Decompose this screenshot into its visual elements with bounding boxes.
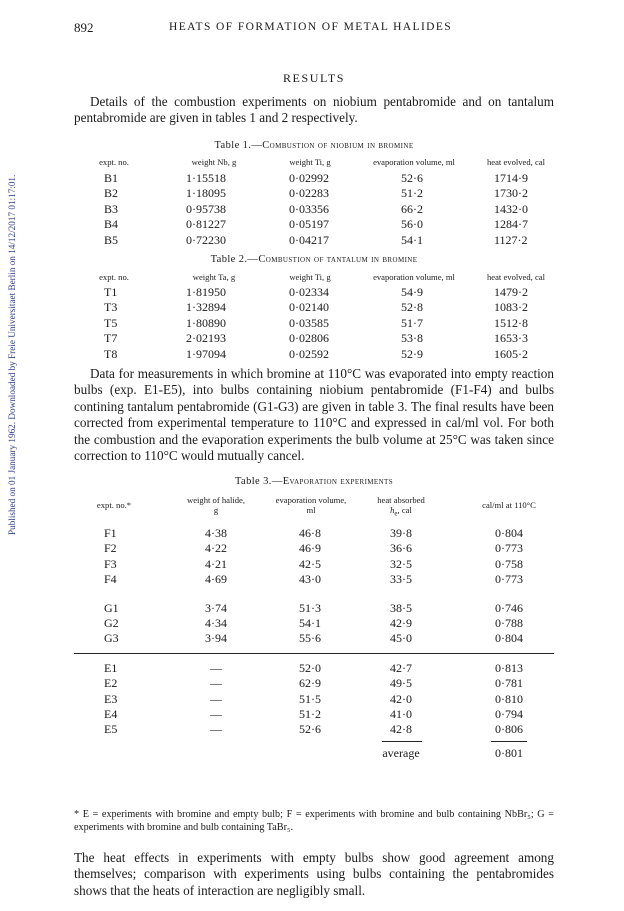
table3-header-row [74, 496, 554, 520]
table-cell: 51·5 [299, 691, 321, 706]
table1-header-cell: weight Ti, g [289, 157, 331, 167]
table-cell: 46·9 [299, 541, 321, 556]
table-cell: 0·810 [495, 691, 523, 706]
table-row [74, 347, 554, 362]
table-cell: 3·74 [205, 600, 227, 615]
table-cell: 52·0 [299, 660, 321, 675]
table2-caption [74, 254, 554, 265]
table-cell: 2·02193 [186, 331, 226, 346]
table-cell: G1 [104, 600, 119, 615]
heat-symbol: h [390, 505, 395, 515]
table-cell: 33·5 [390, 572, 412, 587]
table-cell: T8 [104, 346, 118, 361]
table-cell: 0·746 [495, 600, 523, 615]
table-cell: — [210, 691, 222, 706]
table2 [74, 272, 554, 362]
table-cell: B1 [104, 171, 119, 185]
table-cell: 1605·2 [494, 346, 528, 361]
page-header [74, 20, 554, 36]
table-cell: — [210, 706, 222, 721]
table-cell: 1714·9 [494, 171, 528, 185]
heat-unit: , cal [397, 505, 412, 515]
table-cell: 0·804 [495, 526, 523, 540]
table-cell: 0·758 [495, 556, 523, 571]
table-cell: T7 [104, 331, 118, 346]
table-cell: 51·2 [401, 186, 423, 201]
table-cell: 45·0 [390, 631, 412, 646]
table-cell: 42·5 [299, 556, 321, 571]
table2-header-cell: expt. no. [99, 272, 129, 282]
table3-header-cell [390, 505, 412, 519]
table-cell: E4 [104, 706, 118, 721]
table1-header-cell: expt. no. [99, 157, 129, 167]
table-cell: 55·6 [299, 631, 321, 646]
table-cell: 4·34 [205, 615, 227, 630]
table-cell: — [210, 660, 222, 675]
table-row [74, 601, 554, 616]
table-cell: F4 [104, 572, 117, 587]
table-cell: 62·9 [299, 676, 321, 691]
table-cell: 0·05197 [289, 217, 329, 232]
table-cell: E5 [104, 722, 118, 737]
table3-header-cell: cal/ml at 110°C [482, 500, 536, 510]
table-cell: B2 [104, 186, 119, 201]
table-cell: F1 [104, 526, 117, 540]
table-cell: — [210, 722, 222, 737]
table-cell: 1·32894 [186, 300, 226, 315]
table-cell: 41·0 [390, 706, 412, 721]
table-cell: 54·1 [401, 232, 423, 247]
table-cell: 0·03356 [289, 201, 329, 216]
table3-header-cell: heat absorbed [377, 495, 425, 505]
table-cell: 51·7 [401, 315, 423, 330]
table-cell: B5 [104, 232, 119, 247]
table-cell: F2 [104, 541, 117, 556]
table-cell: 0·02806 [289, 331, 329, 346]
table-row [74, 233, 554, 248]
table-cell: 1730·2 [494, 186, 528, 201]
intro-paragraph: Details of the combustion experiments on niobium pentabromide and on tantalum pentabromide are given in tables 1 and 2 respectively. [74, 94, 554, 126]
table-cell: 52·6 [401, 171, 423, 185]
table-cell: 52·9 [401, 346, 423, 361]
table-row [74, 526, 554, 541]
data-paragraph: Data for measurements in which bromine at 110°C was evaporated into empty reaction bulbs (exp. E1-E5), into bulbs containing niobium pentabromide (F1-F4) and bulbs contining tantalum pentabromide (G1-G3) are given in table 3. The final results have been corrected from experimental temperature to 110°C and expressed in cal/ml vol. For both the combustion and the evaporation experiments the bulb volume at 25°C was taken since correction to 110°C would mutually cancel. [74, 366, 554, 464]
table-cell: 0·813 [495, 660, 523, 675]
table-cell: 0·02592 [289, 346, 329, 361]
heat-symbol-sub: e [394, 509, 398, 518]
table-cell: 4·21 [205, 556, 227, 571]
table-row [74, 722, 554, 737]
table1-header-cell: weight Nb, g [191, 157, 237, 167]
table-cell: 66·2 [401, 201, 423, 216]
table-cell: 54·1 [299, 615, 321, 630]
table-cell: 4·38 [205, 526, 227, 540]
table-cell: 1432·0 [494, 201, 528, 216]
table-cell: 56·0 [401, 217, 423, 232]
table-row [74, 202, 554, 217]
table-cell: 0·804 [495, 631, 523, 646]
table3-caption-prefix: Table 3.— [234, 476, 283, 487]
table1-caption-text: Combustion of niobium in bromine [262, 140, 414, 151]
page-number: 892 [74, 20, 94, 35]
table-row [74, 171, 554, 186]
table-cell: 0·02140 [289, 300, 329, 315]
table1-header-row [74, 157, 554, 171]
table-cell: 53·8 [401, 331, 423, 346]
table-row [74, 217, 554, 232]
table3-average-row [74, 746, 554, 761]
table-cell: 1653·3 [494, 331, 528, 346]
table-row [74, 572, 554, 587]
table-cell: 0·773 [495, 541, 523, 556]
average-rule-calml [491, 741, 527, 742]
running-title: HEATS OF FORMATION OF METAL HALIDES [169, 21, 453, 33]
table1-caption-prefix: Table 1.— [214, 140, 263, 151]
table-row [74, 676, 554, 691]
table-cell: 0·81227 [186, 217, 226, 232]
table-cell: E3 [104, 691, 118, 706]
table-cell: T3 [104, 300, 118, 315]
table-cell: 0·02334 [289, 285, 329, 299]
table-cell: G3 [104, 631, 119, 646]
table-cell: 49·5 [390, 676, 412, 691]
table-cell: 1083·2 [494, 300, 528, 315]
table-cell: 43·0 [299, 572, 321, 587]
table-cell: 1479·2 [494, 285, 528, 299]
table-row [74, 186, 554, 201]
table-cell: 52·6 [299, 722, 321, 737]
table-cell: 42·7 [390, 660, 412, 675]
table-cell: 51·3 [299, 600, 321, 615]
table2-header-cell: evaporation volume, ml [373, 272, 455, 282]
table2-caption-text: Combustion of tantalum in bromine [258, 254, 418, 265]
table-cell: G2 [104, 615, 119, 630]
table2-caption-prefix: Table 2.— [210, 254, 259, 265]
table3-divider [74, 653, 554, 654]
table-cell: 0·02283 [289, 186, 329, 201]
table-cell: B4 [104, 217, 119, 232]
table1-header-cell: evaporation volume, ml [373, 157, 455, 167]
table-cell: E2 [104, 676, 118, 691]
table3-header-cell: evaporation volume, [275, 495, 347, 505]
table1-header-cell: heat evolved, cal [487, 157, 545, 167]
table3-footnote: * E = experiments with bromine and empty bulb; F = experiments with bromine and bulb containing NbBr₅; G = experiments with bromine and bulb containing TaBr₅. [74, 809, 554, 833]
table-cell: 3·94 [205, 631, 227, 646]
table-row [74, 661, 554, 676]
table-cell: 1127·2 [494, 232, 528, 247]
table-row [74, 331, 554, 346]
table2-header-cell: weight Ti, g [289, 272, 331, 282]
average-rule-heat [382, 741, 422, 742]
download-watermark: Published on 01 January 1962. Downloaded by Freie Universitaet Berlin on 14/12/2017 01:17:01. [7, 174, 17, 536]
table-cell: E1 [104, 660, 118, 675]
table2-header-cell: heat evolved, cal [487, 272, 545, 282]
table1-caption [74, 140, 554, 151]
table-cell: 0·04217 [289, 232, 329, 247]
table-row [74, 616, 554, 631]
table-row [74, 707, 554, 722]
table-cell: 0·72230 [186, 232, 226, 247]
table-cell: 0·03585 [289, 315, 329, 330]
table-row [74, 285, 554, 300]
table-cell: F3 [104, 556, 117, 571]
closing-paragraph: The heat effects in experiments with empty bulbs show good agreement among themselves; comparison with experiments using bulbs containing the pentabromides shows that the heats of interaction are negligibly small. [74, 850, 554, 898]
table-cell: B3 [104, 201, 119, 216]
table3-caption-text: Evaporation experiments [282, 476, 394, 487]
table-cell: — [210, 676, 222, 691]
average-label: average [382, 745, 420, 760]
table-cell: 4·69 [205, 572, 227, 587]
table-cell: 42·0 [390, 691, 412, 706]
table-cell: 32·5 [390, 556, 412, 571]
table3-header-cell: weight of halide, [187, 495, 245, 505]
table-row [74, 557, 554, 572]
table-cell: 1284·7 [494, 217, 528, 232]
table-row [74, 631, 554, 646]
table-cell: 0·794 [495, 706, 523, 721]
table-cell: 39·8 [390, 526, 412, 540]
table-cell: 51·2 [299, 706, 321, 721]
average-value: 0·801 [495, 745, 523, 760]
table-cell: 38·5 [390, 600, 412, 615]
table-cell: 0·95738 [186, 201, 226, 216]
table-cell: 1·18095 [186, 186, 226, 201]
table-row [74, 316, 554, 331]
table-cell: 46·8 [299, 526, 321, 540]
table-cell: 52·8 [401, 300, 423, 315]
table-cell: T1 [104, 285, 118, 299]
table-cell: 42·8 [390, 722, 412, 737]
table-cell: 4·22 [205, 541, 227, 556]
table-row [74, 541, 554, 556]
table-cell: 0·788 [495, 615, 523, 630]
table3-header-cell: expt. no.* [96, 500, 132, 510]
table-cell: T5 [104, 315, 118, 330]
table3-caption [74, 476, 554, 487]
table-cell: 0·02992 [289, 171, 329, 185]
table-cell: 1·80890 [186, 315, 226, 330]
table-cell: 36·6 [390, 541, 412, 556]
table3-header-cell: g [213, 505, 219, 515]
table-row [74, 692, 554, 707]
table-cell: 1·15518 [186, 171, 226, 185]
table-cell: 1·81950 [186, 285, 226, 299]
table-cell: 0·773 [495, 572, 523, 587]
table-cell: 54·9 [401, 285, 423, 299]
table-row [74, 300, 554, 315]
table2-header-row [74, 272, 554, 285]
table2-header-cell: weight Ta, g [192, 272, 236, 282]
table3-header-cell: ml [306, 505, 316, 515]
table-cell: 1·97094 [186, 346, 226, 361]
table-cell: 0·806 [495, 722, 523, 737]
section-title: RESULTS [282, 71, 346, 85]
table1 [74, 157, 554, 248]
table3 [74, 496, 554, 761]
table-cell: 1512·8 [494, 315, 528, 330]
table-cell: 0·781 [495, 676, 523, 691]
table-cell: 42·9 [390, 615, 412, 630]
